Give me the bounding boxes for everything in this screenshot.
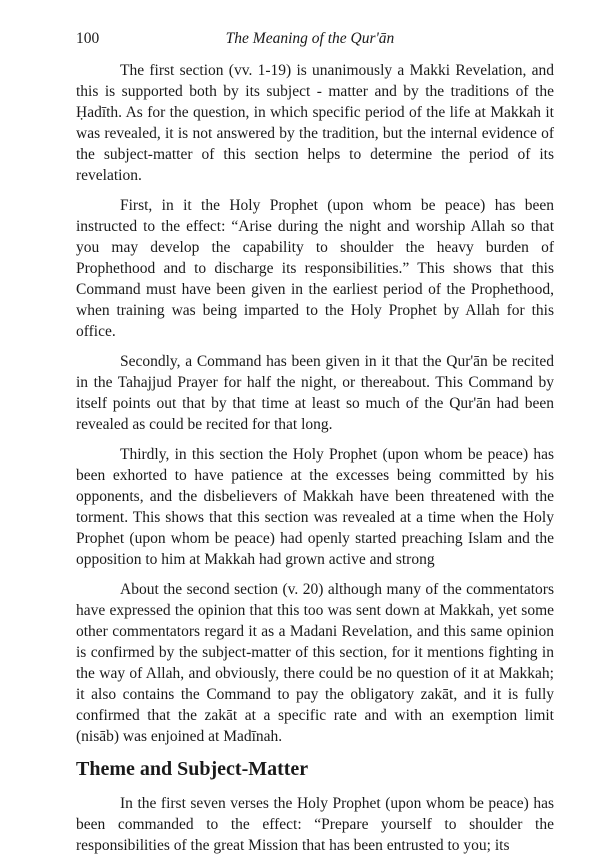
page-header (76, 30, 544, 54)
paragraph: The first section (vv. 1-19) is unanimously a Makki Revelation, and this is supported both by its subject - matter and by the traditions of the Ḥadīth. As for the question, in which specific period of the life at Makkah it was revealed, it is not answered by the tradition, but the internal evidence of the subject-matter of this section helps to determine the period of its revelation. (76, 62, 554, 184)
page-number: 100 (76, 30, 100, 47)
page-body (76, 60, 554, 865)
paragraph: About the second section (v. 20) although many of the commentators have expressed the opinion that this too was sent down at Makkah, yet some other commentators regard it as a Madani Revelation, and this same opinion is confirmed by the subject-matter of this section, for it mentions fighting in the way of Allah, and obviously, there could be no question of it at Makkah; it also contains the Command to pay the obligatory zakāt, and it is fully confirmed that the zakāt at a specific rate and with an exemption limit (nisāb) was enjoined at Madīnah. (76, 581, 554, 745)
running-title: The Meaning of the Qur'ān (225, 30, 395, 47)
paragraph: First, in it the Holy Prophet (upon whom be peace) has been instructed to the effect: “Arise during the night and worship Allah so that you may develop the capability to shoulder the heavy burden of Prophethood and to discharge its responsibilities.” This shows that this Command must have been given in the earliest period of the Prophethood, when training was being imparted to the Holy Prophet by Allah for this office. (76, 197, 554, 340)
paragraph: Thirdly, in this section the Holy Prophet (upon whom be peace) has been exhorted to have patience at the excesses being committed by his opponents, and the disbelievers of Makkah have been threatened with the torment. This shows that this section was revealed at a time when the Holy Prophet (upon whom be peace) had openly started preaching Islam and the opposition to him at Makkah had grown active and strong (76, 446, 554, 568)
section-heading: Theme and Subject-Matter (76, 758, 309, 780)
paragraph: Secondly, a Command has been given in it that the Qur'ān be recited in the Tahajjud Prayer for half the night, or thereabout. This Command by itself points out that by that time at least so much of the Qur'ān had been revealed as could be recited for that long. (76, 353, 554, 433)
paragraph: In the first seven verses the Holy Prophet (upon whom be peace) has been commanded to the effect: “Prepare yourself to shoulder the responsibilities of the great Mission that has been entrusted to you; its (76, 795, 554, 854)
